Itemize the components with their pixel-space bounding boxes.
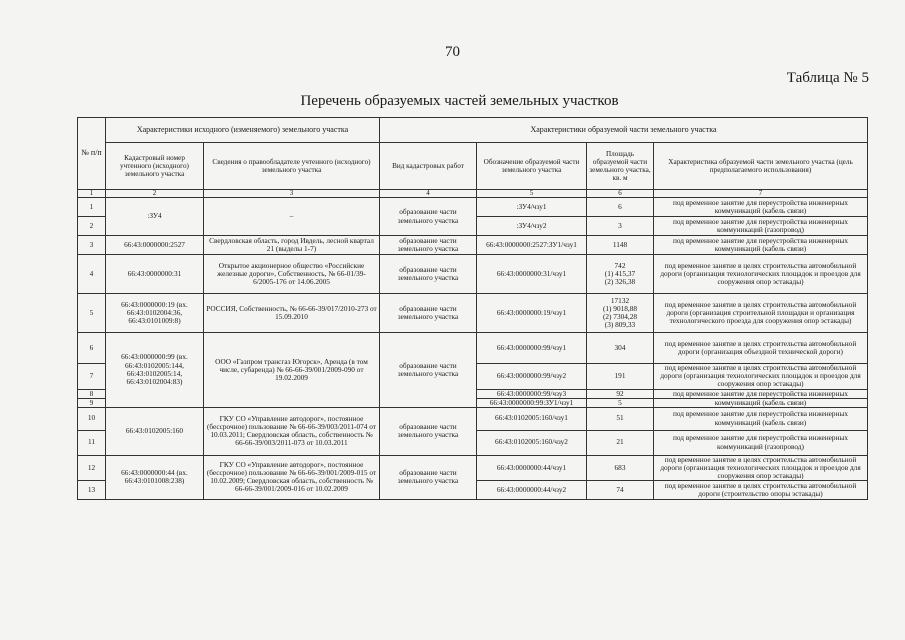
part-purpose: под временное занятие для переустройства инженерных коммуникаций (газопровод): [654, 430, 868, 455]
part-area: 51: [587, 407, 654, 430]
header-area: Площадь образуемой части земельного участка, кв. м: [587, 143, 654, 190]
part-purpose: под временное занятие для переустройства инженерных коммуникаций (газопровод): [654, 217, 868, 236]
part-purpose: под временное занятие в целях строительства автомобильной дороги (организация технологических площадок и проездов для сооружения опор эстакады): [654, 255, 868, 294]
work-type: образование части земельного участка: [380, 236, 477, 255]
header-purpose: Характеристика образуемой части земельного участка (цель предполагаемого использования): [654, 143, 868, 190]
part-designation: 66:43:0000000:99/чзу3: [477, 389, 587, 398]
owner-info: –: [204, 198, 380, 236]
header-row-columns: [78, 143, 868, 190]
part-purpose: под временное занятие для переустройства инженерных коммуникаций (кабель связи): [654, 407, 868, 430]
row-number: 3: [78, 236, 106, 255]
header-owner: Сведения о правообладателе учтенного (исходного) земельного участка: [204, 143, 380, 190]
part-area: 3: [587, 217, 654, 236]
header-group-source: Характеристики исходного (изменяемого) земельного участка: [106, 118, 380, 143]
row-number: 10: [78, 407, 106, 430]
part-area: 191: [587, 364, 654, 390]
column-numbers-row: [78, 190, 868, 198]
table-row: [78, 236, 868, 255]
part-designation: 66:43:0102005:160/чзу2: [477, 430, 587, 455]
row-number: 2: [78, 217, 106, 236]
header-num: № п/п: [78, 118, 106, 190]
owner-info: ООО «Газпром трансгаз Югорск», Аренда (в том числе, субаренда) № 66-66-39/001/2009-090 от 19.02.2009: [204, 333, 380, 408]
work-type: образование части земельного участка: [380, 294, 477, 333]
land-parts-table: [77, 117, 868, 500]
part-area: 742 (1) 415,37 (2) 326,38: [587, 255, 654, 294]
row-number: 11: [78, 430, 106, 455]
part-designation: 66:43:0000000:44/чзу2: [477, 481, 587, 500]
row-number: 6: [78, 333, 106, 364]
owner-info: РОССИЯ, Собственность, № 66-66-39/017/2010-273 от 15.09.2010: [204, 294, 380, 333]
work-type: образование части земельного участка: [380, 407, 477, 455]
row-number: 9: [78, 398, 106, 407]
owner-info: Свердловская область, город Ивдель, лесной квартал 21 (выделы 1-7): [204, 236, 380, 255]
part-area: 1148: [587, 236, 654, 255]
header-row-groups: [78, 118, 868, 143]
page-number: 70: [445, 44, 460, 60]
header-group-formed: Характеристики образуемой части земельного участка: [380, 118, 868, 143]
row-number: 12: [78, 455, 106, 481]
owner-info: Открытое акционерное общество «Российские железные дороги», Собственность, № 66-01/39-6/2005-176 от 14.06.2005: [204, 255, 380, 294]
table-row: [78, 333, 868, 364]
table-row: [78, 294, 868, 333]
page-title: Перечень образуемых частей земельных участков: [300, 93, 619, 109]
part-purpose: под временное занятие в целях строительства автомобильной дороги (организация технологических площадок и проездов для сооружения опор эстакады): [654, 364, 868, 390]
row-number: 7: [78, 364, 106, 390]
header-designation: Обозначение образуемой части земельного участка: [477, 143, 587, 190]
row-number: 5: [78, 294, 106, 333]
part-designation: 66:43:0000000:99/чзу1: [477, 333, 587, 364]
part-purpose: под временное занятие в целях строительства автомобильной дороги (организация строительной площадки и организация технологического проезда для сооружения опор эстакады): [654, 294, 868, 333]
part-designation: 66:43:0102005:160/чзу1: [477, 407, 587, 430]
row-number: 4: [78, 255, 106, 294]
col-number: 6: [587, 190, 654, 198]
part-purpose: под временное занятие для переустройства инженерных коммуникаций (кабель связи): [654, 236, 868, 255]
part-area: 304: [587, 333, 654, 364]
work-type: образование части земельного участка: [380, 255, 477, 294]
col-number: 5: [477, 190, 587, 198]
part-purpose: под временное занятие в целях строительства автомобильной дороги (организация объездной технической дороги): [654, 333, 868, 364]
part-purpose: под временное занятие в целях строительства автомобильной дороги (организация технологических площадок и проездов для сооружения опор эстакады): [654, 455, 868, 481]
part-designation: 66:43:0000000:44/чзу1: [477, 455, 587, 481]
part-purpose: под временное занятие для переустройства инженерных коммуникаций (кабель связи): [654, 198, 868, 217]
row-number: 8: [78, 389, 106, 398]
col-number: 3: [204, 190, 380, 198]
cadastral-number: 66:43:0000000:44 (вх. 66:43:0101008:238): [106, 455, 204, 500]
part-designation: 66:43:0000000:31/чзу1: [477, 255, 587, 294]
cadastral-number: 66:43:0000000:99 (вх. 66:43:0102005:144, 66:43:0102005:14, 66:43:0102004:83): [106, 333, 204, 408]
work-type: образование части земельного участка: [380, 198, 477, 236]
part-area: 74: [587, 481, 654, 500]
part-designation: :ЗУ4/чзу1: [477, 198, 587, 217]
table-row: [78, 407, 868, 430]
col-number: 7: [654, 190, 868, 198]
part-area: 6: [587, 198, 654, 217]
cadastral-number: 66:43:0000000:31: [106, 255, 204, 294]
owner-info: ГКУ СО «Управление автодорог», постоянное (бессрочное) пользование № 66-66-39/001/2009-015 от 10.02.2009; Свердловская область, собственность № 66-66-39/001/2009-016 от 10.02.2009: [204, 455, 380, 500]
work-type: образование части земельного участка: [380, 455, 477, 500]
part-designation: 66:43:0000000:19/чзу1: [477, 294, 587, 333]
cadastral-number: 66:43:0000000:2527: [106, 236, 204, 255]
col-number: 1: [78, 190, 106, 198]
table-row: [78, 255, 868, 294]
part-area: 683: [587, 455, 654, 481]
cadastral-number: 66:43:0102005:160: [106, 407, 204, 455]
part-area: 17132 (1) 9018,88 (2) 7304,28 (3) 809,33: [587, 294, 654, 333]
part-purpose: под временное занятие в целях строительства автомобильной дороги (строительство опоры эстакады): [654, 481, 868, 500]
part-designation: 66:43:0000000:99:ЗУ1/чзу1: [477, 398, 587, 407]
header-work: Вид кадастровых работ: [380, 143, 477, 190]
part-designation: 66:43:0000000:99/чзу2: [477, 364, 587, 390]
col-number: 2: [106, 190, 204, 198]
table-row: [78, 455, 868, 481]
header-cadastral: Кадастровый номер учтенного (исходного) земельного участка: [106, 143, 204, 190]
part-purpose: коммуникаций (кабель связи): [654, 398, 868, 407]
owner-info: ГКУ СО «Управление автодорог», постоянное (бессрочное) пользование № 66-66-39/003/2011-074 от 10.03.2011; Свердловская область, собственность № 66-66-39/003/2011-073 от 10.03.2011: [204, 407, 380, 455]
work-type: образование части земельного участка: [380, 333, 477, 408]
table-row: [78, 198, 868, 217]
col-number: 4: [380, 190, 477, 198]
part-area: 5: [587, 398, 654, 407]
part-designation: :ЗУ4/чзу2: [477, 217, 587, 236]
cadastral-number: :ЗУ4: [106, 198, 204, 236]
part-area: 21: [587, 430, 654, 455]
table-label: Таблица № 5: [786, 70, 869, 86]
cadastral-number: 66:43:0000000:19 (вх. 66:43:0102004:36, 66:43:0101009:8): [106, 294, 204, 333]
part-designation: 66:43:0000000:2527:ЗУ1/чзу1: [477, 236, 587, 255]
row-number: 13: [78, 481, 106, 500]
row-number: 1: [78, 198, 106, 217]
part-area: 92: [587, 389, 654, 398]
part-purpose: под временное занятие для переустройства инженерных: [654, 389, 868, 398]
